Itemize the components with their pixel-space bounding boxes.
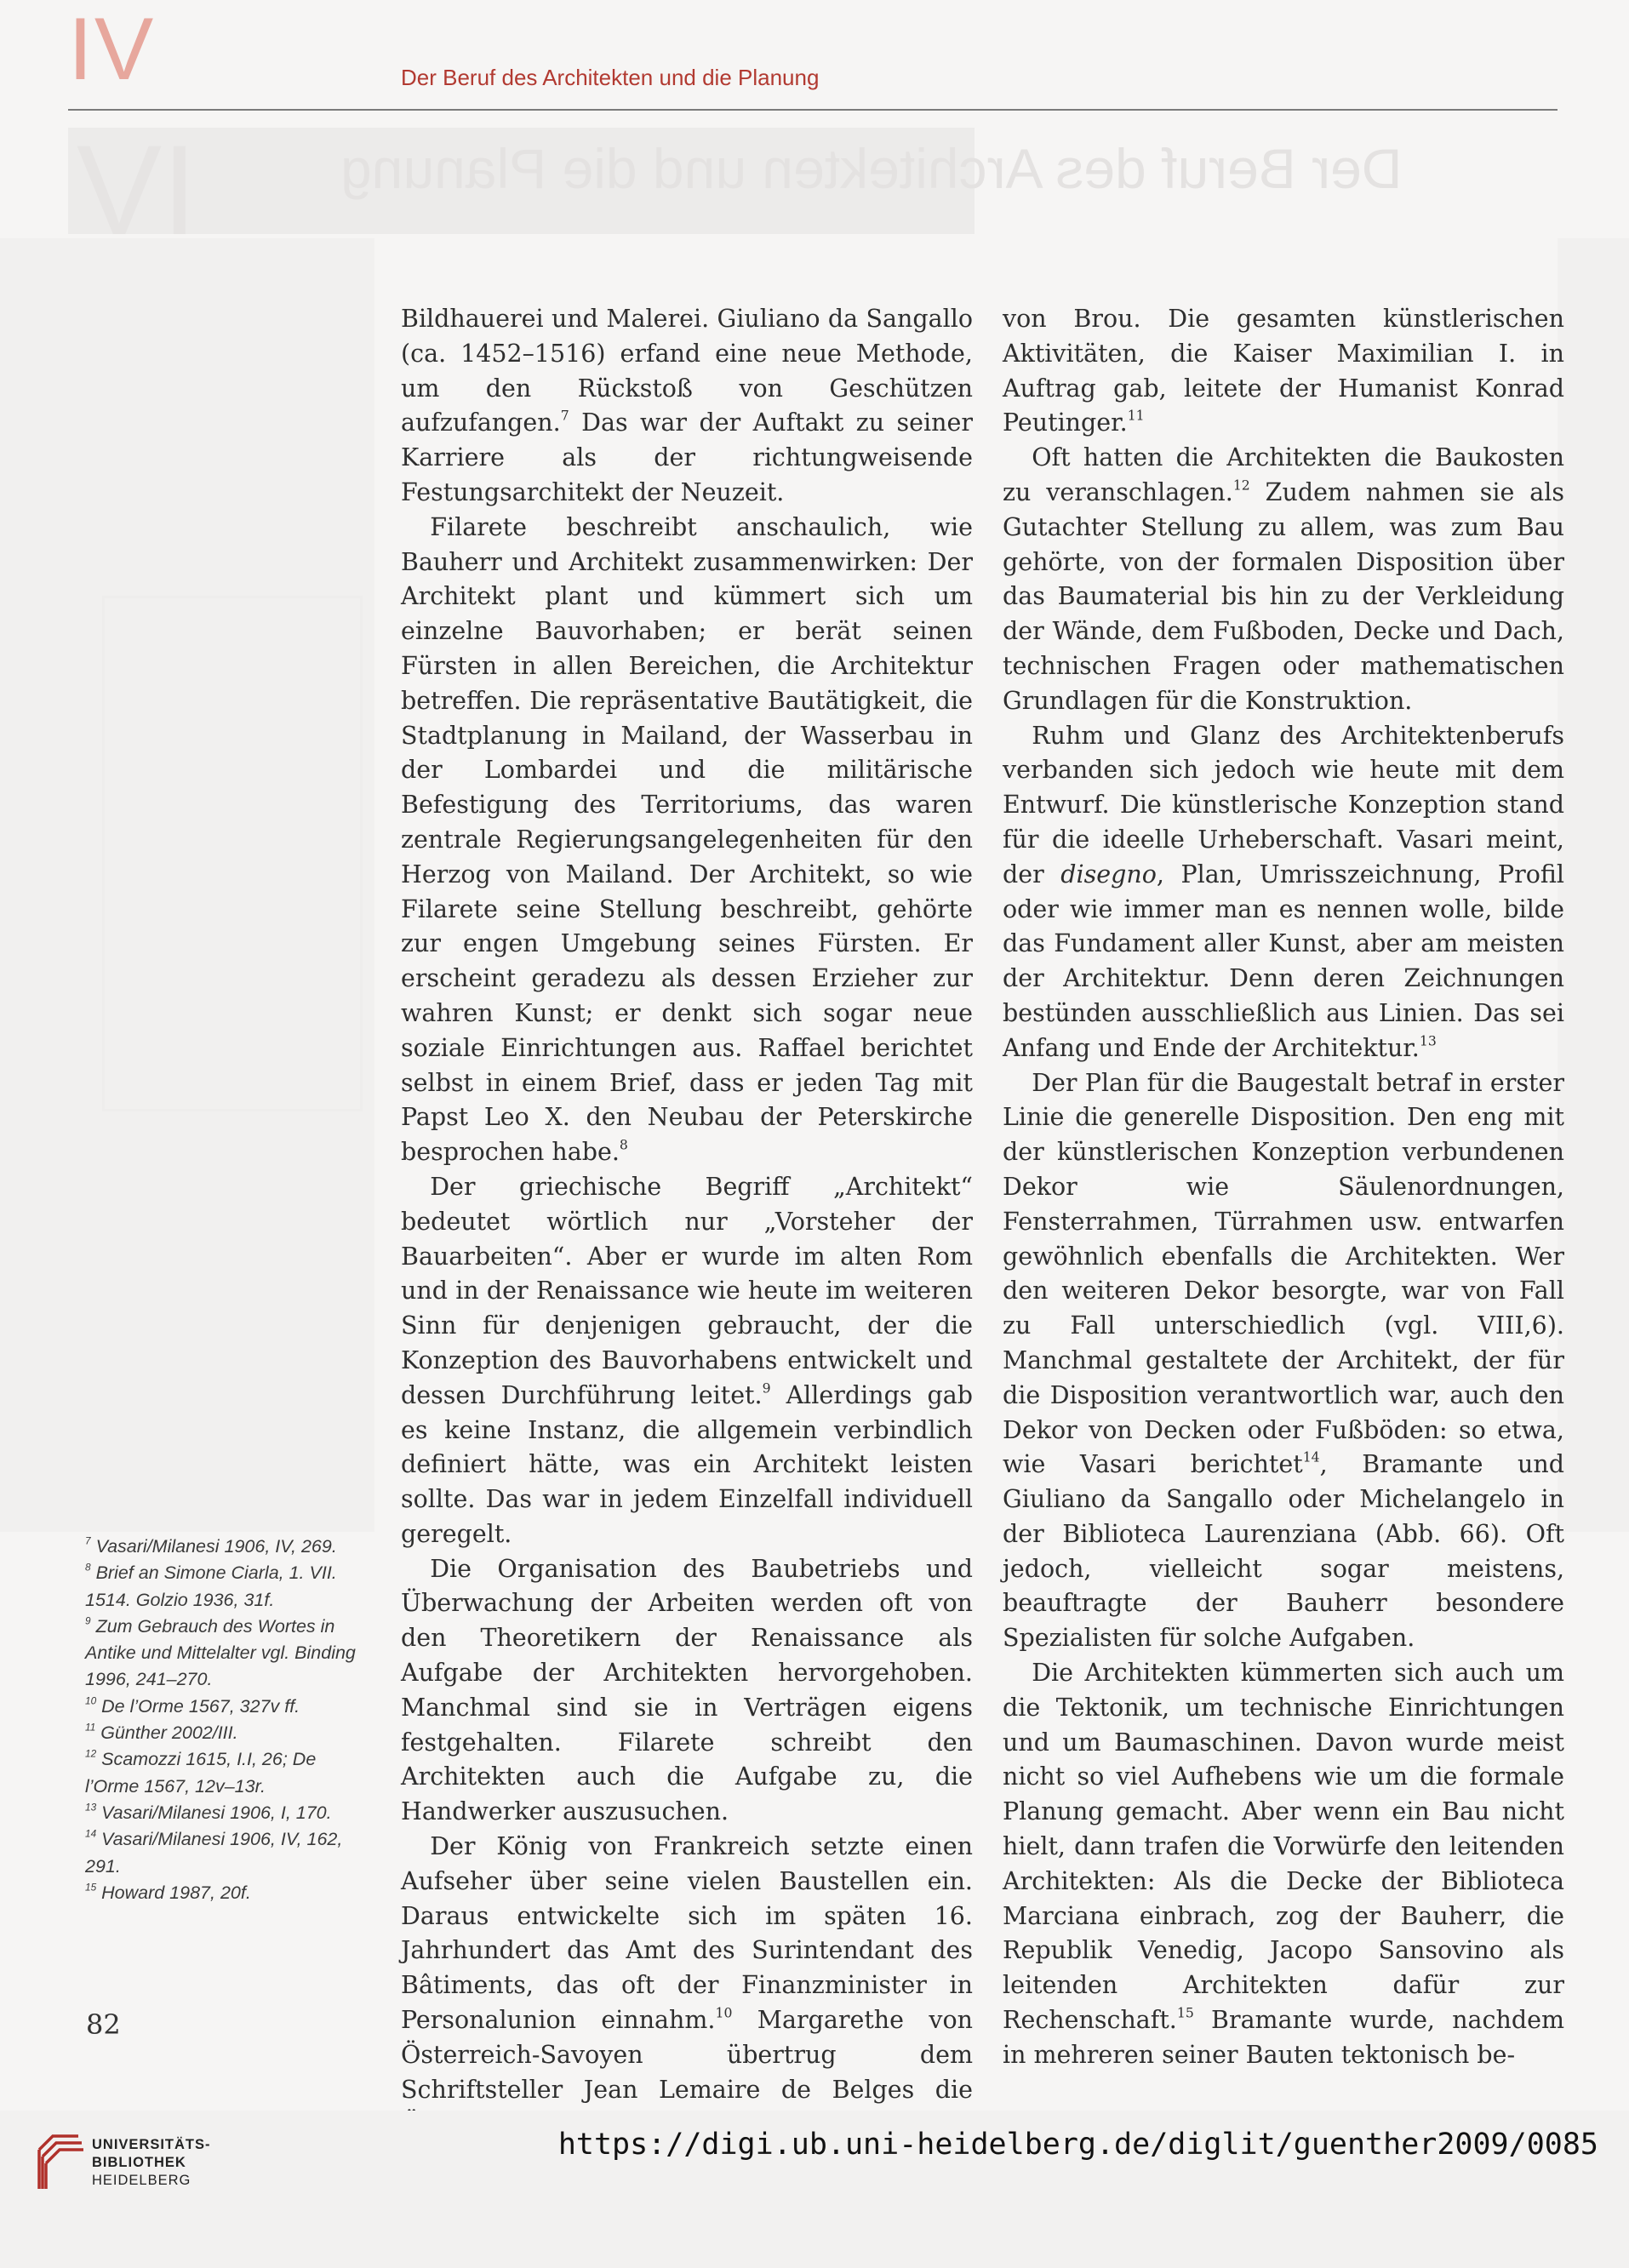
footnote: $^{13}$ Vasari/Milanesi 1906, I, 170.: [85, 1801, 332, 1823]
paragraph: Die Organisation des Baubetriebs und Überwachung der Arbeiten werden oft von den Theoretikern der Renaissance als Aufgabe der Architekten hervorgehoben. Manchmal sind sie in Verträgen eigens festgehalten. Filarete schreibt den Architekten auch die Aufgabe zu, die Handwerker auszusuchen.: [401, 1554, 973, 1826]
running-header-title: Der Beruf des Architekten und die Planung: [401, 65, 820, 90]
italic-term: disegno: [1060, 860, 1157, 888]
footnote: $^{11}$ Günther 2002/III.: [85, 1721, 238, 1744]
paragraph: Bildhauerei und Malerei. Giuliano da Sangallo (ca. 1452–1516) erfand eine neue Methode, um den Rückstoß von Geschützen aufzufangen.$^7$ Das war der Auftakt zu seiner Karriere als der richtungweisende Festungsarchitekt der Neuzeit.: [401, 305, 973, 506]
page-number: 82: [86, 2008, 121, 2041]
show-through-numeral: IV: [77, 118, 197, 261]
chapter-numeral: IV: [68, 0, 156, 99]
paragraph: von Brou. Die gesamten künstlerischen Aktivitäten, die Kaiser Maximilian I. in Auftrag gab, leitete der Humanist Konrad Peutinger.$^{11}$: [1003, 305, 1564, 437]
footnote-ref[interactable]: 12: [1232, 477, 1250, 494]
footnote-ref[interactable]: 13: [1419, 1032, 1437, 1049]
footnote-ref[interactable]: 15: [1176, 2004, 1194, 2021]
footnote: $^{15}$ Howard 1987, 20f.: [85, 1881, 251, 1903]
paragraph: Filarete beschreibt anschaulich, wie Bauherr und Architekt zusammenwirken: Der Architekt plant und kümmert sich um einzelne Bauvorhaben; er berät seinen Fürsten in allen Bereichen, die Architektur betreffen. Die repräsentative Bautätigkeit, die Stadtplanung in Mailand, der Wasserbau in der Lombardei und die militärische Befestigung des Territoriums, das waren zentrale Regierungsangelegenheiten für den Herzog von Mailand. Der Architekt, so wie Filarete seine Stellung beschreibt, gehörte zur engen Umgebung seines Fürsten. Er erscheint geradezu als dessen Erzieher zur wahren Kunst; er denkt sich sogar neue soziale Einrichtungen aus. Raffael berichtet selbst in einem Brief, dass er jeden Tag mit Papst Leo X. den Neubau der Peterskirche besprochen habe.$^8$: [401, 512, 973, 1167]
footnote: $^7$ Vasari/Milanesi 1906, IV, 269.: [85, 1534, 337, 1557]
paragraph: Der Plan für die Baugestalt betraf in erster Linie die generelle Disposition. Den eng mit der künstlerischen Konzeption verbundenen Dekor wie Säulenordnungen, Fensterrahmen, Türrahmen usw. entwarfen gewöhnlich ebenfalls die Architekten. Wer den weiteren Dekor besorgte, war von Fall zu Fall unterschiedlich (vgl. VIII,6). Manchmal gestaltete der Architekt, der für die Disposition verantwortlich war, auch den Dekor von Decken oder Fußböden: so etwa, wie Vasari berichtet$^{14}$, Bramante und Giuliano da Sangallo oder Michelangelo in der Biblioteca Laurenziana (Abb. 66). Oft jedoch, vielleicht sogar meistens, beauftragte der Bauherr besondere Spezialisten für solche Aufgaben.: [1003, 1068, 1564, 1653]
footnote-ref[interactable]: 11: [1127, 407, 1145, 424]
show-through-margin: [1558, 238, 1629, 1532]
footnotes: [85, 1534, 374, 1906]
text-column-right: [1003, 302, 1564, 2073]
header-rule: [68, 109, 1558, 111]
footnote-ref[interactable]: 14: [1302, 1448, 1320, 1465]
footnote: $^9$ Zum Gebrauch des Wortes in Antike und Mittelalter vgl. Binding 1996, 241–270.: [85, 1614, 356, 1690]
show-through-image: [102, 596, 363, 1111]
library-logo-icon[interactable]: [34, 2124, 85, 2192]
paragraph: Der griechische Begriff „Architekt“ bedeutet wörtlich nur „Vorsteher der Bauarbeiten“. Aber er wurde im alten Rom und in der Renaissance wie heute im weiteren Sinn für denjenigen gebraucht, der die Konzeption des Bauvorhabens entwickelt und dessen Durchführung leitet.$^9$ Allerdings gab es keine Instanz, die allgemein verbindlich definiert hätte, was ein Architekt leisten sollte. Das war in jedem Einzelfall individuell geregelt.: [401, 1172, 973, 1548]
source-url-link[interactable]: https://digi.ub.uni-heidelberg.de/diglit/guenther2009/0085: [557, 2128, 1598, 2162]
paragraph: Der König von Frankreich setzte einen Aufseher über seine vielen Baustellen ein. Daraus entwickelte sich im späten 16. Jahrhundert das Amt des Surintendant des Bâtiments, das oft der Finanzminister in Personalunion einnahm.$^{10}$ Margarethe von Österreich-Savoyen übertrug dem Schriftsteller Jean Lemaire de Belges die: [401, 1832, 973, 2104]
text-column-middle: [401, 302, 973, 2142]
footnote: $^8$ Brief an Simone Ciarla, 1. VII. 1514. Golzio 1936, 31f.: [85, 1561, 337, 1610]
footnote: $^{14}$ Vasari/Milanesi 1906, IV, 162, 291.: [85, 1827, 343, 1877]
paragraph: Oft hatten die Architekten die Baukosten zu veranschlagen.$^{12}$ Zudem nahmen sie als Gutachter Stellung zu allem, was zum Bau gehörte, von der formalen Disposition über das Baumaterial bis hin zu der Verkleidung der Wände, dem Fußboden, Decke und Dach, technischen Fragen oder mathematischen Grundlagen für die Konstruktion.: [1003, 443, 1564, 715]
footnote: $^{10}$ De l’Orme 1567, 327v ff.: [85, 1694, 300, 1717]
show-through-title: Der Beruf des Architekten und die Planung: [340, 137, 1403, 200]
footnote-ref[interactable]: 10: [715, 2004, 733, 2021]
footnote-ref[interactable]: 9: [762, 1380, 771, 1397]
footnote-ref[interactable]: 7: [560, 407, 569, 424]
paragraph: Die Architekten kümmerten sich auch um die Tektonik, um technische Einrichtungen und um Baumaschinen. Davon wurde meist nicht so viel Aufhebens wie um die formale Planung gemacht. Aber wenn ein Bau nicht hielt, dann trafen die Vorwürfe den leitenden Architekten: Als die Decke der Biblioteca Marciana einbrach, zog der Bauherr, die Republik Venedig, Jacopo Sansovino als leitenden Architekten dafür zur Rechenschaft.$^{15}$ Bramante wurde, nachdem in mehreren seiner Bauten tektonisch be-: [1003, 1659, 1564, 2069]
footnote-ref[interactable]: 8: [619, 1136, 628, 1153]
library-name[interactable]: UNIVERSITÄTS- BIBLIOTHEK HEIDELBERG: [92, 2137, 211, 2188]
footnote: $^{12}$ Scamozzi 1615, I.I, 26; De l’Orme 1567, 12v–13r.: [85, 1747, 317, 1797]
paragraph: Ruhm und Glanz des Architektenberufs verbanden sich jedoch wie heute mit dem Entwurf. Die künstlerische Konzeption stand für die ideelle Urheberschaft. Vasari meint, der disegno, Plan, Umrisszeichnung, Profil oder wie immer man es nennen wolle, bilde das Fundament aller Kunst, aber am meisten der Architektur. Denn deren Zeichnungen bestünden ausschließlich aus Linien. Das sei Anfang und Ende der Architektur.$^{13}$: [1003, 721, 1565, 1062]
